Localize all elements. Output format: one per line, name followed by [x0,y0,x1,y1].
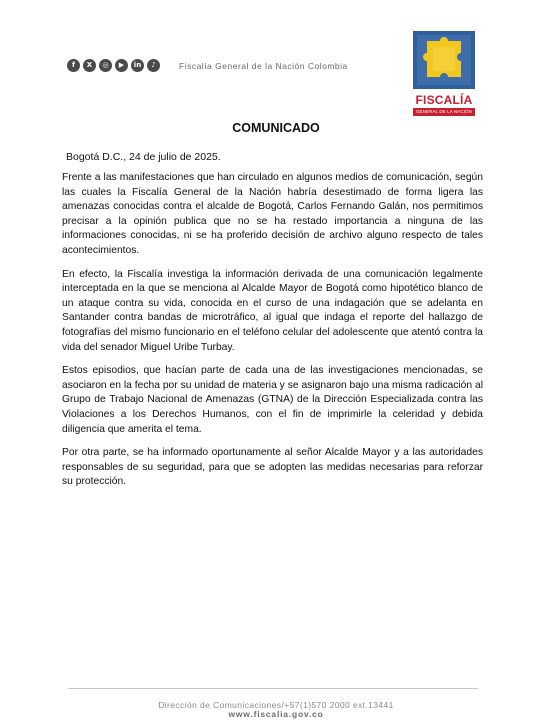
social-links [67,59,160,72]
footer-contact: Dirección de Comunicaciones/+57(1)570 2000 ext.13441 [158,700,394,710]
paragraph: Por otra parte, se ha informado oportunamente al señor Alcalde Mayor y a las autoridades responsables de su seguridad, para que se adopten las medidas necesarias para reforzar su protección. [62,447,483,488]
tiktok-icon[interactable]: ♪ [147,59,160,72]
page-title: COMUNICADO [232,121,320,135]
paragraph: Frente a las manifestaciones que han circulado en algunos medios de comunicación, según las cuales la Fiscalía General de la Nación habría desestimado de forma ligera las amenazas conocidas contra el alcalde de Bogotá, Carlos Fernando Galán, nos permitimos precisar a la opinión publica que no se ha restado importancia a ninguna de las informaciones conocidas, ni se ha proferido decisión de archivo alguno respecto de tales acontecimientos. [62,172,483,256]
document-date: Bogotá D.C., 24 de julio de 2025. [66,151,221,163]
facebook-icon[interactable]: f [67,59,80,72]
x-icon[interactable]: X [83,59,96,72]
footer-divider [68,688,478,689]
org-name: Fiscalía General de la Nación Colombia [179,61,348,71]
linkedin-icon[interactable]: in [131,59,144,72]
puzzle-logo-icon [413,31,475,89]
letterhead [0,0,552,120]
logo-wordmark: FISCALÍA [415,93,473,107]
footer-website[interactable]: www.fiscalia.gov.co [228,709,324,719]
logo-subtitle: GENERAL DE LA NACIÓN [413,108,475,116]
document-body [62,171,483,499]
fiscalia-logo [413,31,475,117]
instagram-icon[interactable]: ◎ [99,59,112,72]
youtube-icon[interactable]: ▶ [115,59,128,72]
paragraph: Estos episodios, que hacían parte de cada una de las investigaciones mencionadas, se asociaron en la fecha por su unidad de materia y se asignaron bajo una misma radicación al Grupo de Trabajo Nacional de Amenazas (GTNA) de la Dirección Especializada contra las Violaciones a los Derechos Humanos, con el fin de imprimirle la celeridad y debida diligencia que amerita el tema. [62,365,483,435]
paragraph: En efecto, la Fiscalía investiga la información derivada de una comunicación legalmente interceptada en la que se menciona al Alcalde Mayor de Bogotá como hipotético blanco de un ataque contra su vida, conocida en el curso de una indagación que se adelanta en Santander contra bandas de microtráfico, al igual que indaga el reporte del hallazgo de fotografías del mismo funcionario en el teléfono celular del adolescente que atentó contra la vida del senador Miguel Uribe Turbay. [62,268,483,353]
